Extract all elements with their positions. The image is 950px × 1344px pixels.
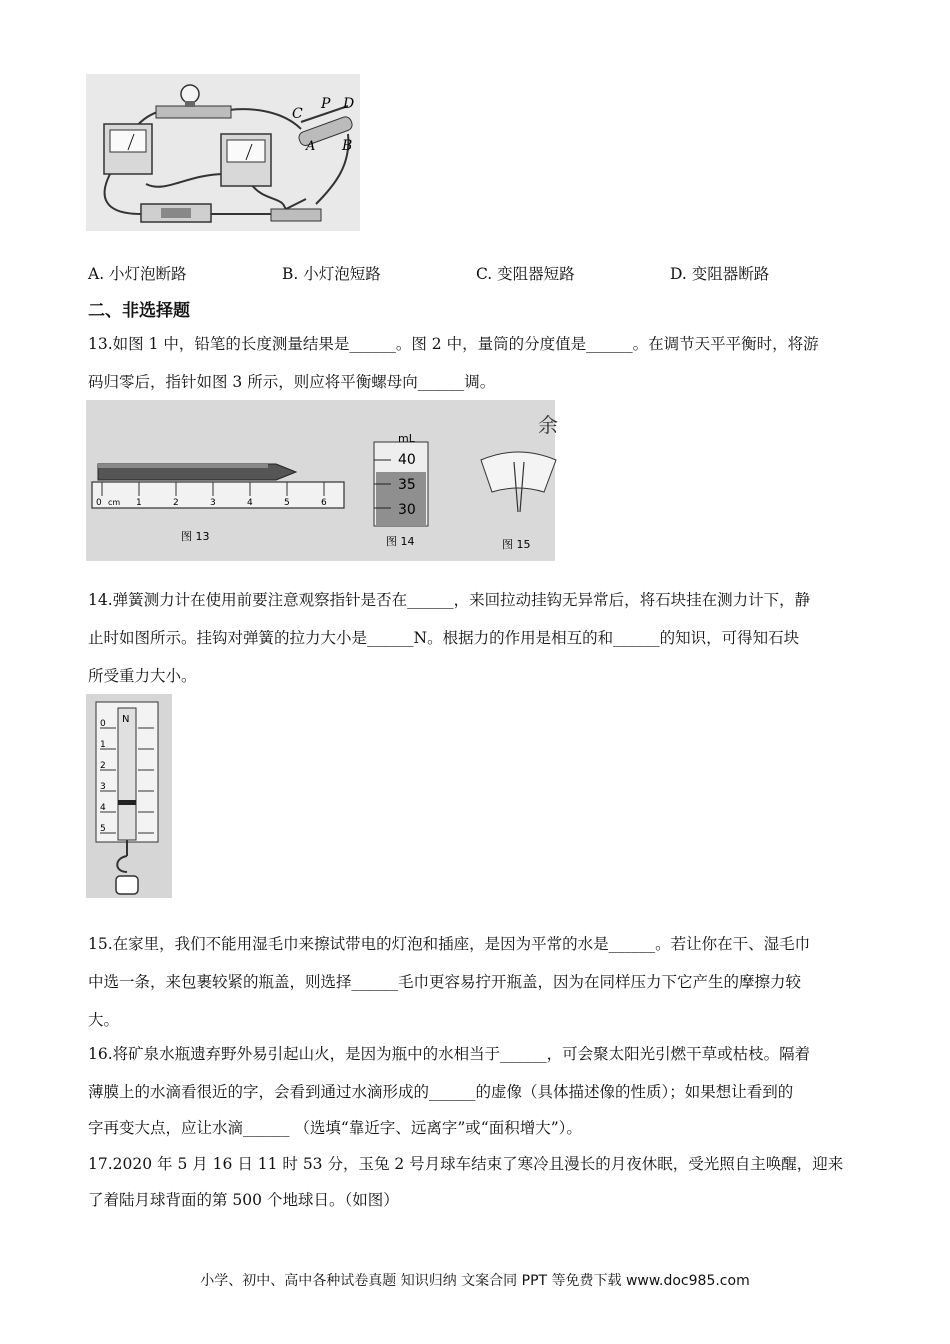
q14-line-3: 所受重力大小。	[88, 667, 197, 685]
ruler-tick-3: 3	[210, 498, 216, 508]
page-footer: 小学、初中、高中各种试卷真题 知识归纳 文案合同 PPT 等免费下载 www.doc985.com	[200, 1273, 750, 1289]
gauge-tick-3: 3	[100, 782, 106, 792]
option-c: C. 变阻器短路	[476, 265, 575, 283]
cylinder-tick-30: 30	[398, 502, 416, 518]
q17-line-1: 17.2020 年 5 月 16 日 11 时 53 分，玉兔 2 号月球车结束了寒冷且漫长的月夜休眠，受光照自主唤醒，迎来	[88, 1155, 844, 1173]
ruler-unit: cm	[108, 498, 121, 507]
cylinder-tick-35: 35	[398, 477, 416, 493]
q15-line-3: 大。	[88, 1011, 120, 1029]
option-b: B. 小灯泡短路	[282, 265, 381, 283]
circuit-figure	[86, 74, 360, 231]
q17-line-2: 了着陆月球背面的第 500 个地球日。（如图）	[88, 1191, 399, 1209]
option-d: D. 变阻器断路	[670, 265, 770, 283]
section-heading: 二、非选择题	[88, 301, 190, 321]
ruler-tick-4: 4	[247, 498, 253, 508]
ruler-tick-2: 2	[173, 498, 179, 508]
q13-line-2: 码归零后，指针如图 3 所示，则应将平衡螺母向______调。	[88, 373, 496, 391]
q15-line-2: 中选一条，来包裹较紧的瓶盖，则选择______毛巾更容易拧开瓶盖，因为在同样压力下它产生的摩擦力较	[88, 973, 802, 991]
q14-line-1: 14.弹簧测力计在使用前要注意观察指针是否在______，来回拉动挂钩无异常后，将石块挂在测力计下，静	[88, 591, 811, 609]
option-a: A. 小灯泡断路	[88, 265, 187, 283]
ruler-tick-5: 5	[284, 498, 290, 508]
q13-line-1: 13.如图 1 中，铅笔的长度测量结果是______。图 2 中，量筒的分度值是______。在调节天平平衡时，将游	[88, 335, 819, 353]
rheostat-label-a: A	[306, 139, 316, 154]
scale-mark: 余	[538, 413, 558, 437]
fig14-caption: 图 14	[386, 535, 415, 548]
q16-line-2: 薄膜上的水滴看很近的字，会看到通过水滴形成的______的虚像（具体描述像的性质）；如果想让看到的	[88, 1083, 794, 1101]
spring-scale-figure	[86, 694, 172, 898]
fig15-caption: 图 15	[502, 538, 531, 551]
ruler-tick-1: 1	[136, 498, 142, 508]
svg-text:0: 0	[96, 498, 102, 508]
gauge-tick-1: 1	[100, 740, 106, 750]
rheostat-label-d: D	[343, 96, 355, 112]
fig13-caption: 图 13	[181, 530, 210, 543]
cylinder-unit: mL	[398, 432, 415, 445]
gauge-tick-5: 5	[100, 824, 106, 834]
rheostat-label-p: P	[321, 96, 331, 112]
gauge-tick-0: 0	[100, 719, 106, 729]
gauge-tick-2: 2	[100, 761, 106, 771]
gauge-tick-4: 4	[100, 803, 106, 813]
q14-line-2: 止时如图所示。挂钩对弹簧的拉力大小是______N。根据力的作用是相互的和______的知识，可得知石块	[88, 629, 800, 647]
rheostat-label-b: B	[342, 138, 353, 154]
measurement-figures	[86, 400, 558, 561]
cylinder-tick-40: 40	[398, 452, 416, 468]
q16-line-3: 字再变大点，应让水滴______ （选填“靠近字、远离字”或“面积增大”）。	[88, 1119, 582, 1137]
q15-line-1: 15.在家里，我们不能用湿毛巾来擦试带电的灯泡和插座，是因为平常的水是______。若让你在干、湿毛巾	[88, 935, 811, 953]
rheostat-label-c: C	[292, 106, 303, 122]
q16-line-1: 16.将矿泉水瓶遗弃野外易引起山火，是因为瓶中的水相当于______，可会聚太阳光引燃干草或枯枝。隔着	[88, 1045, 811, 1063]
ruler-tick-6: 6	[321, 498, 327, 508]
gauge-unit: N	[122, 714, 130, 725]
